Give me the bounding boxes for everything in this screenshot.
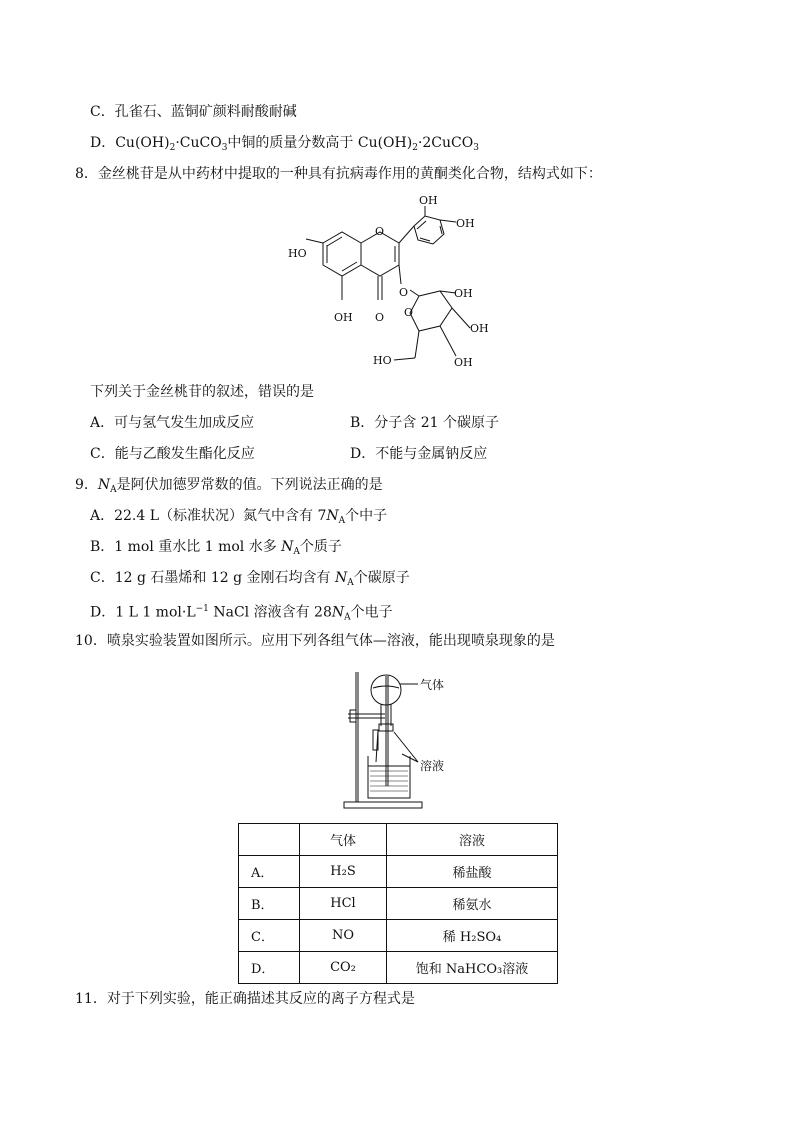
hyperoside-structure — [280, 188, 510, 373]
q10-stem: 10．喷泉实验装置如图所示。应用下列各组气体—溶液，能出现喷泉现象的是 — [75, 633, 555, 649]
q8-stem: 8．金丝桃苷是从中药材中提取的一种具有抗病毒作用的黄酮类化合物，结构式如下： — [75, 166, 602, 182]
table-header-cell: 溶液 — [387, 824, 558, 856]
label-ho-sugar: HO — [373, 354, 392, 367]
label-ketone-o: O — [375, 311, 385, 324]
q9-option-d: D．1 L 1 $mol\cdot L^{-1}$ NaCl 溶液含有 $28N_A$个电子 — [90, 604, 393, 623]
label-ring-o: O — [375, 225, 385, 238]
table-row — [239, 952, 558, 984]
label-gas: 气体 — [420, 678, 445, 692]
label-oh-s1: OH — [454, 287, 473, 300]
q8-question: 下列关于金丝桃苷的叙述，错误的是 — [90, 384, 314, 400]
gas-cell: NO — [300, 920, 387, 952]
label-oh-b2: OH — [456, 217, 475, 230]
label-oh-s3: OH — [454, 356, 473, 369]
table-row — [239, 920, 558, 952]
table-header-cell — [239, 824, 300, 856]
table-header-row — [239, 824, 558, 856]
row-label: A． — [239, 856, 300, 888]
label-solution: 溶液 — [420, 759, 445, 773]
gas-cell: H₂S — [300, 856, 387, 888]
solution-cell: 稀氨水 — [387, 888, 558, 920]
q8-option-c: C．能与乙酸发生酯化反应 — [90, 446, 255, 462]
q8-option-a: A．可与氢气发生加成反应 — [90, 415, 255, 431]
label-ether-o: O — [399, 286, 409, 299]
label-ho-a: HO — [288, 247, 307, 260]
label-oh-b1: OH — [419, 194, 438, 207]
table-row — [239, 856, 558, 888]
q9-stem: 9．$N_A$是阿伏加德罗常数的值。下列说法正确的是 — [75, 477, 383, 495]
table-header-cell: 气体 — [300, 824, 387, 856]
gas-solution-table — [238, 823, 558, 984]
gas-cell: HCl — [300, 888, 387, 920]
q9-option-c: C．12 g 石墨烯和 12 g 金刚石均含有 $N_A$个碳原子 — [90, 570, 410, 588]
gas-cell: CO₂ — [300, 952, 387, 984]
q7-option-d: D．$Cu(OH)_2\cdot CuCO_3$中铜的质量分数高于 $Cu(OH)_2\cdot 2CuCO_3$ — [90, 135, 479, 153]
solution-cell: 稀盐酸 — [387, 856, 558, 888]
row-label: B． — [239, 888, 300, 920]
label-oh-a: OH — [334, 311, 353, 324]
q9-option-b: B．1 mol 重水比 1 mol 水多 $N_A$个质子 — [90, 539, 342, 557]
row-label: D． — [239, 952, 300, 984]
q11-stem: 11．对于下列实验，能正确描述其反应的离子方程式是 — [75, 991, 415, 1007]
fountain-apparatus — [340, 666, 470, 814]
q9-option-a: A．22.4 L（标准状况）氮气中含有 $7N_A$个中子 — [90, 508, 388, 526]
q8-option-b: B．分子含 21 个碳原子 — [350, 415, 500, 431]
solution-cell: 稀 H₂SO₄ — [387, 920, 558, 952]
q8-option-d: D．不能与金属钠反应 — [350, 446, 488, 462]
solution-cell: 饱和 NaHCO₃溶液 — [387, 952, 558, 984]
q7-option-c: C．孔雀石、蓝铜矿颜料耐酸耐碱 — [90, 104, 297, 120]
label-sugar-o: O — [404, 306, 414, 319]
row-label: C． — [239, 920, 300, 952]
label-oh-s2: OH — [470, 322, 489, 335]
table-row — [239, 888, 558, 920]
